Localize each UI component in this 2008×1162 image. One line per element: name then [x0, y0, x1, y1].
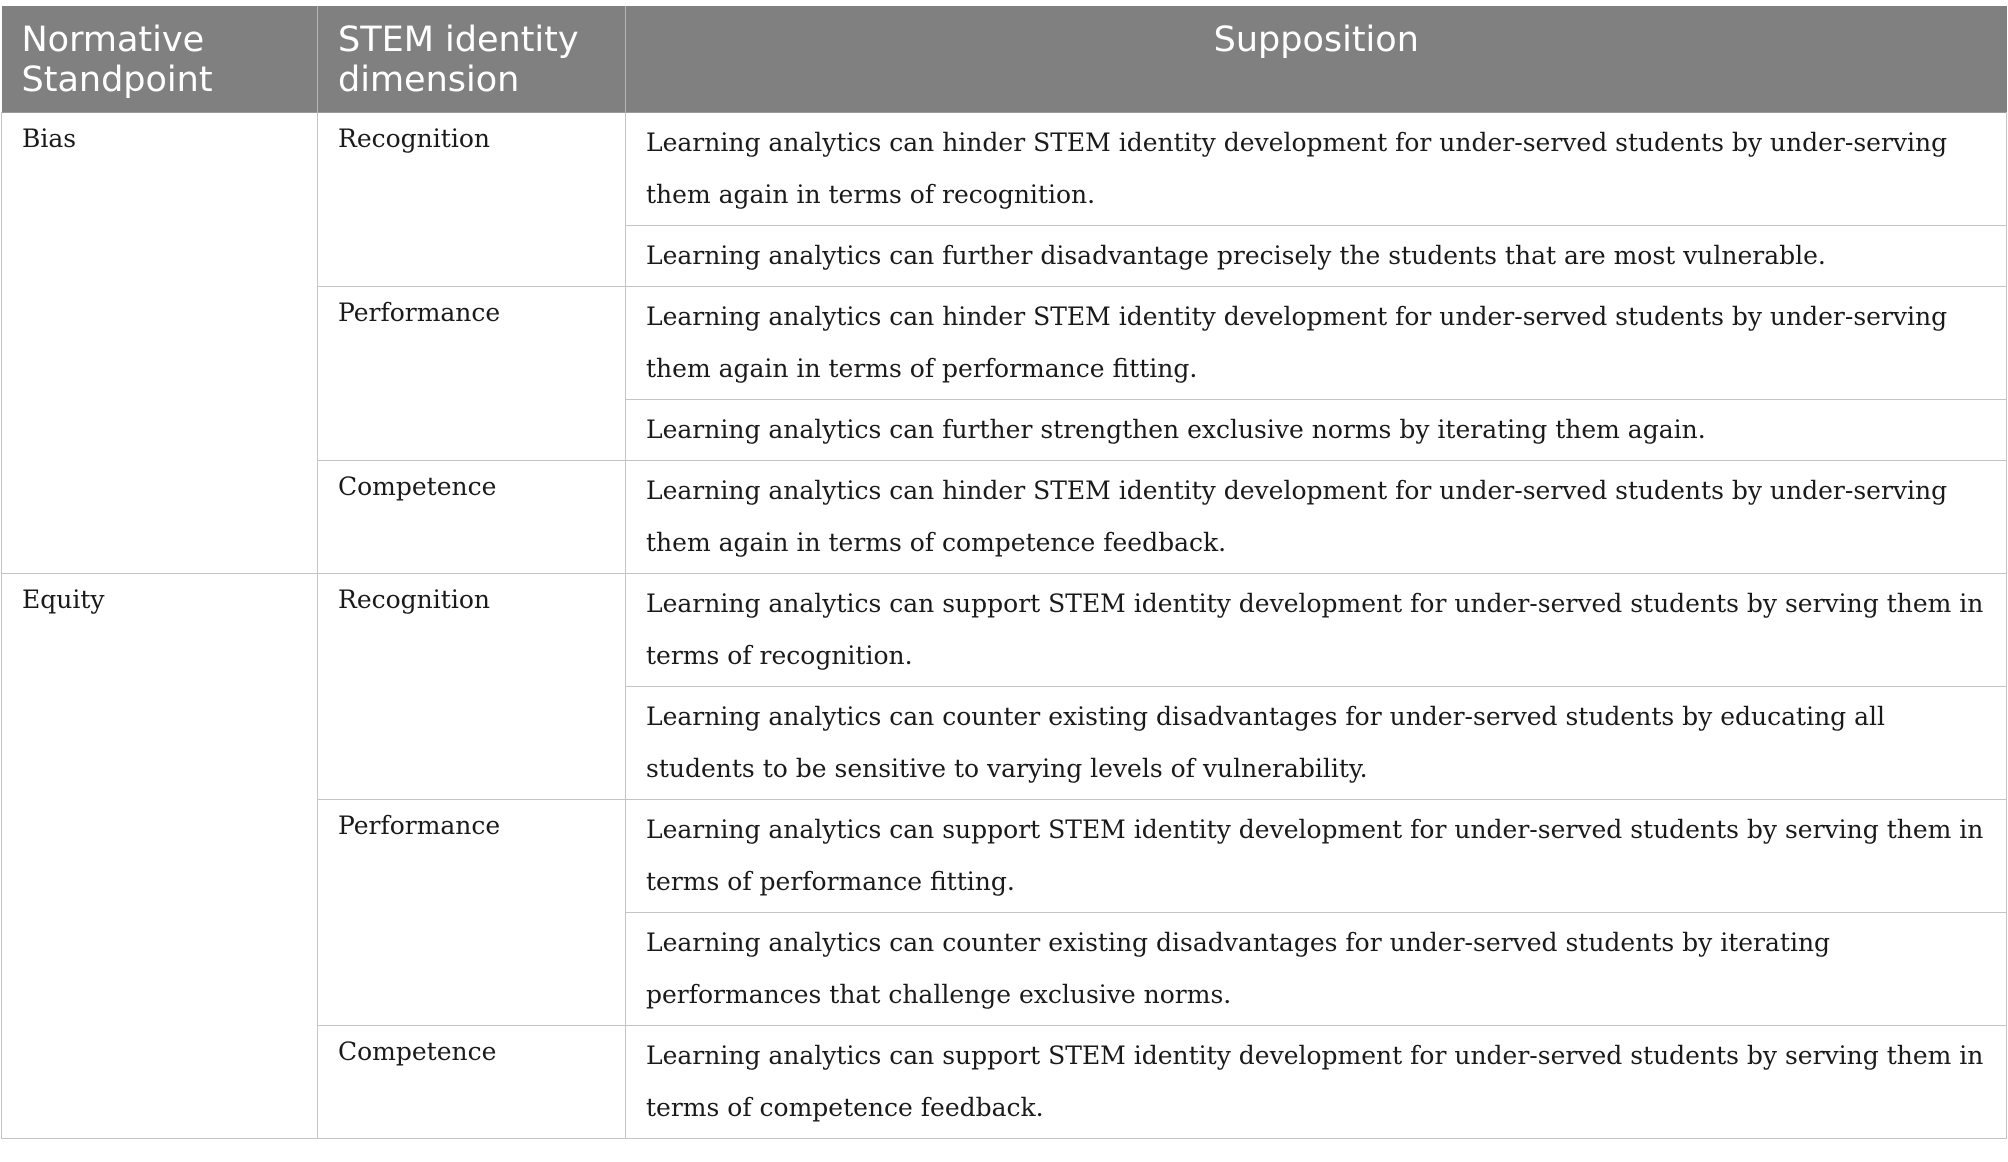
- dimension-cell: Competence: [318, 461, 626, 574]
- table-header: [2, 6, 2007, 113]
- header-supposition: Supposition: [626, 6, 2007, 113]
- supposition-cell: Learning analytics can hinder STEM identity development for under-served students by under-serving them again in terms of recognition.: [626, 113, 2007, 226]
- supposition-cell: Learning analytics can support STEM identity development for under-served students by serving them in terms of recognition.: [626, 574, 2007, 687]
- header-row: [2, 6, 2007, 113]
- supposition-cell: Learning analytics can hinder STEM identity development for under-served students by under-serving them again in terms of performance fitting.: [626, 287, 2007, 400]
- supposition-cell: Learning analytics can counter existing disadvantages for under-served students by educating all students to be sensitive to varying levels of vulnerability.: [626, 687, 2007, 800]
- dimension-cell: Performance: [318, 287, 626, 461]
- standpoint-cell: Bias: [2, 113, 318, 574]
- table-body: [2, 113, 2007, 1139]
- supposition-cell: Learning analytics can support STEM identity development for under-served students by serving them in terms of competence feedback.: [626, 1026, 2007, 1139]
- supposition-table: [1, 6, 2007, 1139]
- dimension-cell: Recognition: [318, 113, 626, 287]
- header-normative-standpoint: Normative Standpoint: [2, 6, 318, 113]
- standpoint-cell: Equity: [2, 574, 318, 1139]
- supposition-cell: Learning analytics can further strengthen exclusive norms by iterating them again.: [626, 400, 2007, 461]
- supposition-cell: Learning analytics can support STEM identity development for under-served students by serving them in terms of performance fitting.: [626, 800, 2007, 913]
- supposition-table-container: [1, 6, 2006, 1139]
- table-row: [2, 574, 2007, 687]
- dimension-cell: Recognition: [318, 574, 626, 800]
- dimension-cell: Performance: [318, 800, 626, 1026]
- supposition-cell: Learning analytics can hinder STEM identity development for under-served students by under-serving them again in terms of competence feedback.: [626, 461, 2007, 574]
- supposition-cell: Learning analytics can counter existing disadvantages for under-served students by iterating performances that challenge exclusive norms.: [626, 913, 2007, 1026]
- table-row: [2, 113, 2007, 226]
- dimension-cell: Competence: [318, 1026, 626, 1139]
- supposition-cell: Learning analytics can further disadvantage precisely the students that are most vulnerable.: [626, 226, 2007, 287]
- header-stem-identity-dimension: STEM identity dimension: [318, 6, 626, 113]
